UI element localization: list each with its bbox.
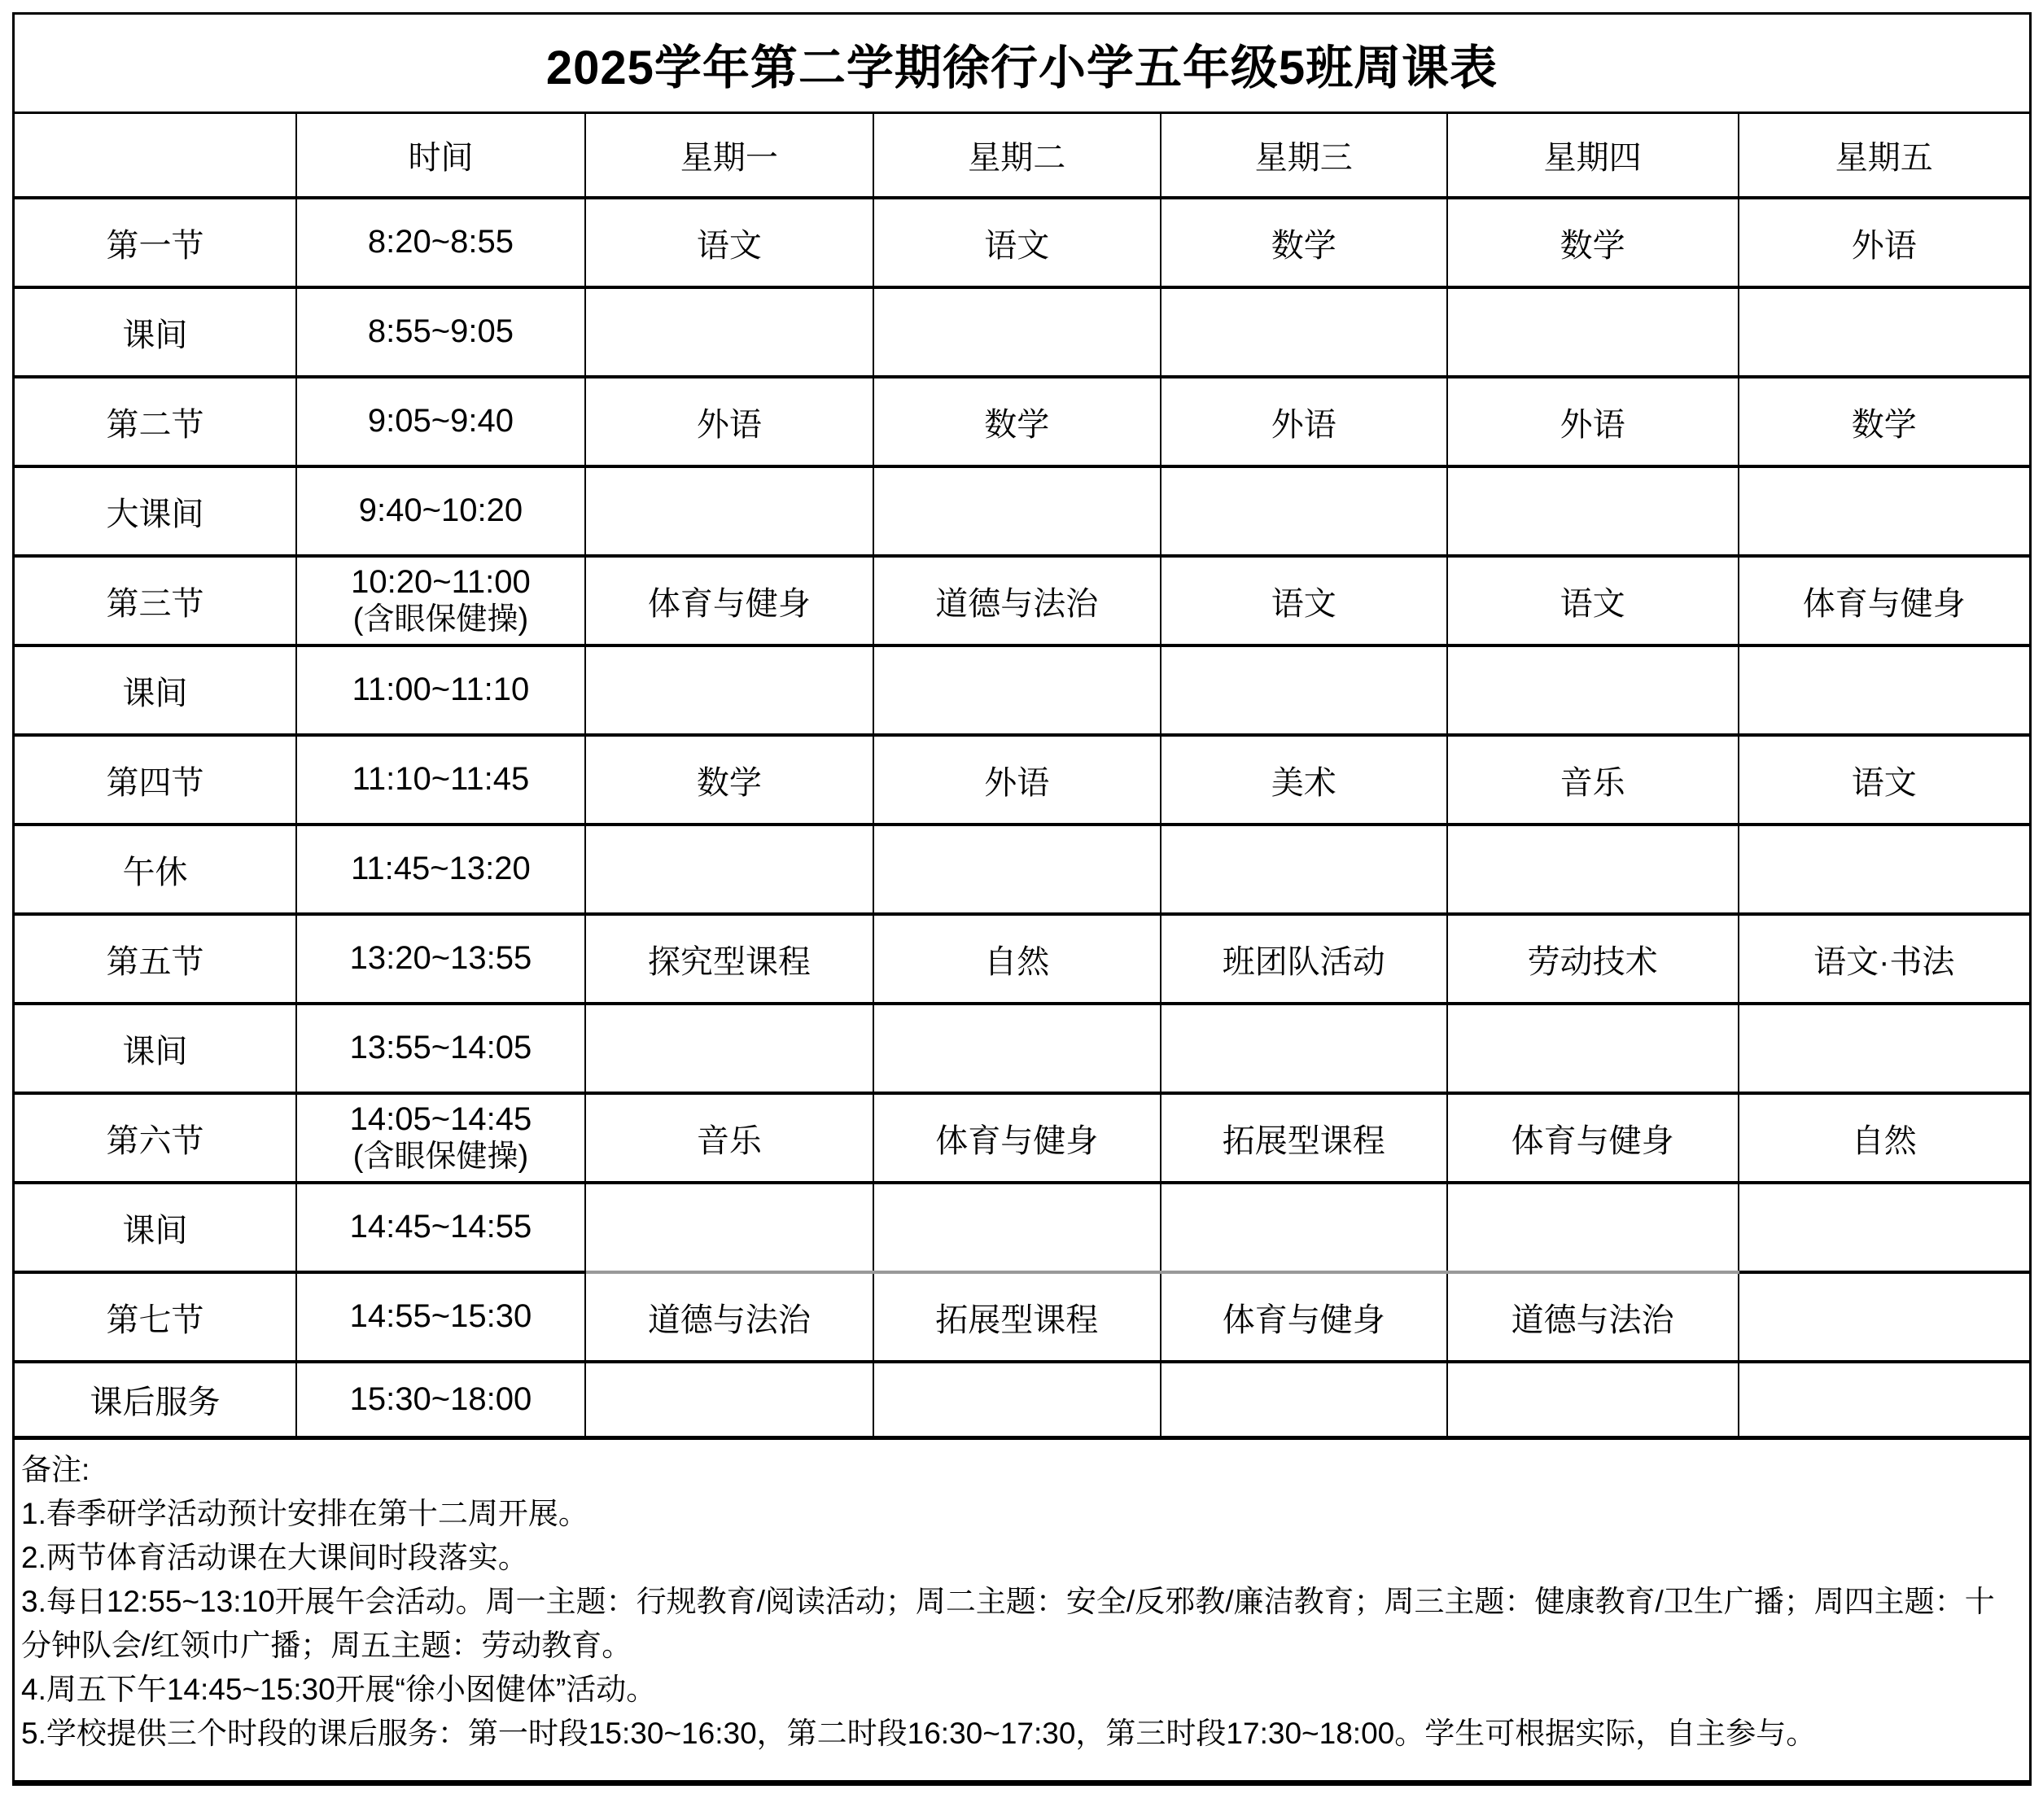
subject-cell: 音乐 [1447, 735, 1739, 825]
subject-cell: 数学 [1447, 198, 1739, 287]
time-cell [296, 198, 585, 287]
time-range: 15:30~18:00 [349, 1380, 532, 1417]
subject-cell [1161, 287, 1447, 377]
day-header-wednesday: 星期三 [1161, 114, 1447, 198]
subject-cell: 道德与法治 [873, 556, 1161, 645]
subject-cell [1161, 466, 1447, 556]
day-header-thursday: 星期四 [1447, 114, 1739, 198]
time-cell [296, 645, 585, 735]
subject-cell [1447, 287, 1739, 377]
subject-cell: 语文 [1739, 735, 2029, 825]
subject-cell [1161, 1362, 1447, 1436]
subject-cell [873, 825, 1161, 914]
time-range: 8:55~9:05 [367, 313, 514, 350]
notes-heading: 备注: [21, 1453, 90, 1486]
table-row-period-6 [15, 1093, 2029, 1183]
time-range: 14:05~14:45 [349, 1100, 532, 1137]
time-cell [296, 914, 585, 1004]
subject-cell [1161, 1004, 1447, 1093]
subject-cell: 外语 [1739, 198, 2029, 287]
table-row-period-7 [15, 1272, 2029, 1362]
period-label: 第六节 [15, 1093, 296, 1183]
subject-cell: 道德与法治 [1447, 1272, 1739, 1362]
subject-cell: 数学 [1739, 377, 2029, 466]
table-row-period-2 [15, 377, 2029, 466]
subject-cell [1739, 1183, 2029, 1272]
table-row-lunch [15, 825, 2029, 914]
table-row-period-1 [15, 198, 2029, 287]
subject-cell [873, 1004, 1161, 1093]
subject-cell: 体育与健身 [1739, 556, 2029, 645]
page-title: 2025学年第二学期徐行小学五年级5班周课表 [15, 15, 2029, 114]
subject-cell [585, 466, 873, 556]
period-label: 课间 [15, 645, 296, 735]
subject-cell: 体育与健身 [585, 556, 873, 645]
subject-cell [1447, 1004, 1739, 1093]
subject-cell: 数学 [873, 377, 1161, 466]
time-range: 11:10~11:45 [352, 761, 530, 798]
subject-cell [585, 1183, 873, 1272]
subject-cell [585, 287, 873, 377]
subject-cell [1739, 825, 2029, 914]
table-row-break [15, 287, 2029, 377]
time-range: 8:20~8:55 [367, 224, 514, 260]
time-cell [296, 1004, 585, 1093]
subject-cell [1739, 1004, 2029, 1093]
time-range: 10:20~11:00 [351, 563, 531, 600]
time-cell [296, 735, 585, 825]
time-range: 13:55~14:05 [349, 1030, 532, 1066]
subject-cell [1447, 1362, 1739, 1436]
time-cell [296, 1183, 585, 1272]
table-row-period-5 [15, 914, 2029, 1004]
subject-cell [873, 287, 1161, 377]
table-row-long-break [15, 466, 2029, 556]
note-item-5: 5.学校提供三个时段的课后服务：第一时段15:30~16:30，第二时段16:30~17:30，第三时段17:30~18:00。学生可根据实际，自主参与。 [21, 1717, 1817, 1750]
time-cell [296, 825, 585, 914]
table-row-break [15, 1183, 2029, 1272]
time-note: (含眼保健操) [352, 1140, 529, 1175]
subject-cell [873, 1183, 1161, 1272]
subject-cell: 拓展型课程 [873, 1272, 1161, 1362]
subject-cell [1739, 466, 2029, 556]
time-range: 13:20~13:55 [349, 940, 532, 977]
subject-cell: 语文 [1447, 556, 1739, 645]
subject-cell [1161, 1183, 1447, 1272]
day-header-tuesday: 星期二 [873, 114, 1161, 198]
corner-cell [15, 114, 296, 198]
period-label: 第二节 [15, 377, 296, 466]
subject-cell: 外语 [585, 377, 873, 466]
subject-cell: 语文·书法 [1739, 914, 2029, 1004]
period-label: 第五节 [15, 914, 296, 1004]
period-label: 课间 [15, 1183, 296, 1272]
subject-cell [1161, 645, 1447, 735]
time-cell [296, 287, 585, 377]
note-item-3: 3.每日12:55~13:10开展午会活动。周一主题：行规教育/阅读活动；周二主题：安全/反邪教/廉洁教育；周三主题：健康教育/卫生广播；周四主题：十分钟队会/红领巾广播；周五主题：劳动教育。 [21, 1585, 1995, 1662]
subject-cell: 美术 [1161, 735, 1447, 825]
subject-cell: 体育与健身 [1161, 1272, 1447, 1362]
time-range: 14:55~15:30 [349, 1298, 532, 1335]
subject-cell: 探究型课程 [585, 914, 873, 1004]
period-label: 午休 [15, 825, 296, 914]
time-range: 11:45~13:20 [351, 851, 531, 887]
period-label: 课间 [15, 1004, 296, 1093]
subject-cell [1739, 1362, 2029, 1436]
time-header-cell: 时间 [296, 114, 585, 198]
subject-cell: 自然 [873, 914, 1161, 1004]
period-label: 大课间 [15, 466, 296, 556]
header-row [15, 114, 2029, 198]
day-header-monday: 星期一 [585, 114, 873, 198]
subject-cell: 自然 [1739, 1093, 2029, 1183]
subject-cell [873, 1362, 1161, 1436]
subject-cell: 班团队活动 [1161, 914, 1447, 1004]
timetable-grid [15, 114, 2029, 1436]
subject-cell: 数学 [1161, 198, 1447, 287]
subject-cell: 拓展型课程 [1161, 1093, 1447, 1183]
subject-cell: 外语 [1447, 377, 1739, 466]
subject-cell [1739, 287, 2029, 377]
header-row-group [15, 114, 2029, 198]
subject-cell [1739, 1272, 2029, 1362]
subject-cell: 道德与法治 [585, 1272, 873, 1362]
subject-cell: 外语 [1161, 377, 1447, 466]
table-row-after-school [15, 1362, 2029, 1436]
note-item-2: 2.两节体育活动课在大课间时段落实。 [21, 1541, 528, 1574]
day-header-friday: 星期五 [1739, 114, 2029, 198]
note-item-4: 4.周五下午14:45~15:30开展“徐小囡健体”活动。 [21, 1673, 657, 1706]
subject-cell: 数学 [585, 735, 873, 825]
table-row-break [15, 1004, 2029, 1093]
table-row-period-4 [15, 735, 2029, 825]
subject-cell: 劳动技术 [1447, 914, 1739, 1004]
time-cell [296, 377, 585, 466]
period-label: 第七节 [15, 1272, 296, 1362]
timetable-body [15, 198, 2029, 1436]
subject-cell [585, 1362, 873, 1436]
period-label: 课后服务 [15, 1362, 296, 1436]
subject-cell [1447, 645, 1739, 735]
period-label: 第三节 [15, 556, 296, 645]
time-cell [296, 1093, 585, 1183]
subject-cell [1447, 466, 1739, 556]
subject-cell: 体育与健身 [1447, 1093, 1739, 1183]
period-label: 课间 [15, 287, 296, 377]
subject-cell: 语文 [873, 198, 1161, 287]
subject-cell [873, 466, 1161, 556]
subject-cell: 体育与健身 [873, 1093, 1161, 1183]
subject-cell [1161, 825, 1447, 914]
subject-cell [585, 825, 873, 914]
time-range: 9:40~10:20 [358, 492, 523, 529]
table-row-period-3 [15, 556, 2029, 645]
time-range: 11:00~11:10 [352, 672, 530, 708]
subject-cell: 外语 [873, 735, 1161, 825]
subject-cell: 音乐 [585, 1093, 873, 1183]
subject-cell: 语文 [585, 198, 873, 287]
period-label: 第四节 [15, 735, 296, 825]
subject-cell: 语文 [1161, 556, 1447, 645]
table-row-break [15, 645, 2029, 735]
subject-cell [1739, 645, 2029, 735]
time-note: (含眼保健操) [352, 602, 529, 637]
subject-cell [1447, 1183, 1739, 1272]
time-cell [296, 466, 585, 556]
note-item-1: 1.春季研学活动预计安排在第十二周开展。 [21, 1497, 588, 1530]
time-cell [296, 1362, 585, 1436]
time-cell [296, 1272, 585, 1362]
subject-cell [1447, 825, 1739, 914]
time-range: 14:45~14:55 [349, 1209, 532, 1245]
subject-cell [585, 1004, 873, 1093]
time-cell [296, 556, 585, 645]
timetable-sheet [12, 12, 2032, 1786]
notes-section [15, 1436, 2029, 1780]
period-label: 第一节 [15, 198, 296, 287]
subject-cell [585, 645, 873, 735]
subject-cell [873, 645, 1161, 735]
time-range: 9:05~9:40 [367, 403, 514, 440]
